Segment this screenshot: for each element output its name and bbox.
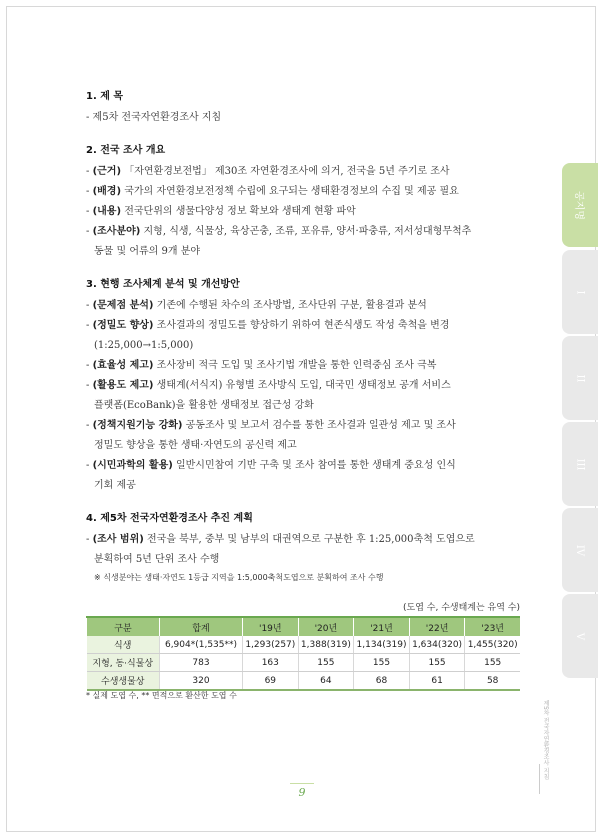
section-heading: 3. 현행 조사체계 분석 및 개선방안	[86, 279, 240, 290]
table-header: '22년	[409, 617, 465, 636]
bullet-text: 국가의 자연환경보전정책 수립에 요구되는 생태환경정보의 수집 및 제공 필요	[121, 186, 459, 197]
section-note: ※ 식생분야는 생태·자연도 1등급 지역을 1:5,000축척도엽으로 분획하여 조사 수행	[94, 573, 384, 582]
bullet-continuation	[86, 436, 526, 456]
section-heading: 4. 제5차 전국자연환경조사 추진 계획	[86, 513, 253, 524]
bullet-text: 조사장비 적극 도입 및 조사기법 개발을 통한 인력중심 조사 극복	[153, 360, 437, 371]
bullet-text: 「자연환경보전법」 제30조 자연환경조사에 의거, 전국을 5년 주기로 조사	[121, 166, 450, 177]
bullet-line: - (효율성 제고) 조사장비 적극 도입 및 조사기법 개발을 통한 인력중심 조사 극복	[86, 360, 437, 371]
table-header: '20년	[298, 617, 354, 636]
bullet-label: (조사 범위)	[92, 534, 144, 545]
table-cell: 163	[243, 654, 299, 672]
bullet-label: (활용도 제고)	[92, 380, 154, 391]
table-footnote: * 실제 도엽 수, ** 면적으로 환산한 도엽 수	[86, 691, 237, 700]
bullet-text: 조사결과의 정밀도를 향상하기 위하여 현존식생도 작성 축척을 변경	[153, 320, 450, 331]
table-cell: 58	[465, 672, 520, 691]
bullet-text: 동물 및 어류의 9개 분야	[94, 246, 201, 257]
table-cell: 1,134(319)	[354, 636, 410, 654]
bullet-label: (조사분야)	[92, 226, 141, 237]
table-cell: 61	[409, 672, 465, 691]
table-cell: 69	[243, 672, 299, 691]
table-header: '23년	[465, 617, 520, 636]
section-4	[86, 512, 526, 586]
table-cell: 6,904*(1,535**)	[160, 636, 243, 654]
bullet-text: 기존에 수행된 차수의 조사방법, 조사단위 구분, 활용결과 분석	[153, 300, 427, 311]
bullet-continuation	[86, 396, 526, 416]
section-3	[86, 278, 526, 496]
divider	[539, 764, 540, 794]
bullet-label: (효율성 제고)	[92, 360, 154, 371]
bullet-line: - (배경) 국가의 자연환경보전정책 수립에 요구되는 생태환경정보의 수집 및 제공 필요	[86, 186, 459, 197]
row-label-cell: 지형, 동·식물상	[87, 654, 160, 672]
table-cell: 320	[160, 672, 243, 691]
bullet-text: 전국단위의 생물다양성 정보 확보와 생태계 현황 파악	[121, 206, 356, 217]
table-header: '21년	[354, 617, 410, 636]
side-tab-3[interactable]	[562, 336, 598, 420]
bullet-label: (근거)	[92, 166, 122, 177]
bullet-line: - (근거) 「자연환경보전법」 제30조 자연환경조사에 의거, 전국을 5년 주기로 조사	[86, 166, 450, 177]
table-row	[87, 672, 521, 691]
survey-table	[86, 616, 520, 691]
table-cell: 1,293(257)	[243, 636, 299, 654]
table-units: (도엽 수, 수생태계는 유역 수)	[403, 603, 520, 613]
side-tab-1[interactable]	[562, 163, 598, 247]
table-cell: 155	[298, 654, 354, 672]
bullet-line: - (활용도 제고) 생태계(서식지) 유형별 조사방식 도입, 대국민 생태정보 공개 서비스	[86, 380, 451, 391]
bullet-label: (정밀도 향상)	[92, 320, 154, 331]
row-label-cell: 수생생물상	[87, 672, 160, 691]
bullet-label: (내용)	[92, 206, 122, 217]
table-header-row	[87, 617, 521, 636]
side-tab-5[interactable]	[562, 508, 598, 592]
section-2	[86, 144, 526, 262]
table-cell: 155	[465, 654, 520, 672]
bullet-text: 정밀도 향상을 통한 생태·자연도의 공신력 제고	[94, 440, 297, 451]
bullet-text: - 제5차 전국자연환경조사 지침	[86, 112, 222, 123]
bullet-text: (1:25,000→1:5,000)	[94, 340, 194, 351]
bullet-line: - (조사분야) 지형, 식생, 식물상, 육상곤충, 조류, 포유류, 양서·파충류, 저서성대형무척추	[86, 226, 472, 237]
bullet-label: (정책지원기능 강화)	[92, 420, 183, 431]
side-tab-label: IV	[574, 544, 586, 556]
section-1	[86, 90, 526, 128]
side-tab-label: I	[574, 290, 586, 294]
table-cell: 1,634(320)	[409, 636, 465, 654]
bullet-text: 분획하여 5년 단위 조사 수행	[94, 554, 220, 565]
page-number: 9	[290, 783, 314, 799]
table-row	[87, 636, 521, 654]
side-tab-4[interactable]	[562, 422, 598, 506]
table-cell: 1,388(319)	[298, 636, 354, 654]
side-tab-6[interactable]	[562, 594, 598, 678]
bullet-text: 기회 제공	[94, 480, 136, 491]
side-tab-label: III	[574, 458, 586, 470]
bullet-continuation	[86, 336, 526, 356]
bullet-continuation	[86, 476, 526, 496]
table-cell: 68	[354, 672, 410, 691]
document-body	[86, 90, 526, 586]
side-tab-2[interactable]	[562, 250, 598, 334]
table-header: '19년	[243, 617, 299, 636]
bullet-text: 지형, 식생, 식물상, 육상곤충, 조류, 포유류, 양서·파충류, 저서성대형무척추	[140, 226, 472, 237]
section-heading: 2. 전국 조사 개요	[86, 145, 166, 156]
bullet-continuation	[86, 550, 526, 570]
bullet-line: - (정책지원기능 강화) 공동조사 및 보고서 검수를 통한 조사결과 일관성 제고 및 조사	[86, 420, 456, 431]
bullet-line: - (내용) 전국단위의 생물다양성 정보 확보와 생태계 현황 파악	[86, 206, 356, 217]
table-cell: 155	[409, 654, 465, 672]
side-tab-label: V	[574, 632, 586, 640]
table-cell: 155	[354, 654, 410, 672]
table-row	[87, 654, 521, 672]
bullet-label: (문제점 분석)	[92, 300, 154, 311]
bullet-text: 공동조사 및 보고서 검수를 통한 조사결과 일관성 제고 및 조사	[182, 420, 456, 431]
side-tab-label: II	[574, 374, 586, 382]
table-header: 합계	[160, 617, 243, 636]
row-label-cell: 식생	[87, 636, 160, 654]
bullet-text: 일반시민참여 기반 구축 및 조사 참여를 통한 생태계 중요성 인식	[172, 460, 456, 471]
bullet-line: - (시민과학의 활용) 일반시민참여 기반 구축 및 조사 참여를 통한 생태계 중요성 인식	[86, 460, 456, 471]
bullet-label: (시민과학의 활용)	[92, 460, 173, 471]
bullet-text: 생태계(서식지) 유형별 조사방식 도입, 대국민 생태정보 공개 서비스	[153, 380, 451, 391]
bullet-label: (배경)	[92, 186, 122, 197]
bullet-line: - (문제점 분석) 기존에 수행된 차수의 조사방법, 조사단위 구분, 활용결과 분석	[86, 300, 427, 311]
running-title: 제5차 전국자연환경조사 지침	[542, 700, 549, 780]
bullet-text: 전국을 북부, 중부 및 남부의 대권역으로 구분한 후 1:25,000축척 도엽으로	[143, 534, 475, 545]
bullet-line: - (조사 범위) 전국을 북부, 중부 및 남부의 대권역으로 구분한 후 1:25,000축척 도엽으로	[86, 534, 475, 545]
side-tab-label: 공지명	[572, 190, 584, 220]
table-header: 구분	[87, 617, 160, 636]
bullet-line: - (정밀도 향상) 조사결과의 정밀도를 향상하기 위하여 현존식생도 작성 축척을 변경	[86, 320, 450, 331]
table-cell: 64	[298, 672, 354, 691]
bullet-text: 플랫폼(EcoBank)을 활용한 생태정보 접근성 강화	[94, 400, 314, 411]
table-cell: 783	[160, 654, 243, 672]
bullet-line	[86, 108, 526, 128]
table-cell: 1,455(320)	[465, 636, 520, 654]
bullet-continuation	[86, 242, 526, 262]
section-heading: 1. 제 목	[86, 91, 124, 102]
